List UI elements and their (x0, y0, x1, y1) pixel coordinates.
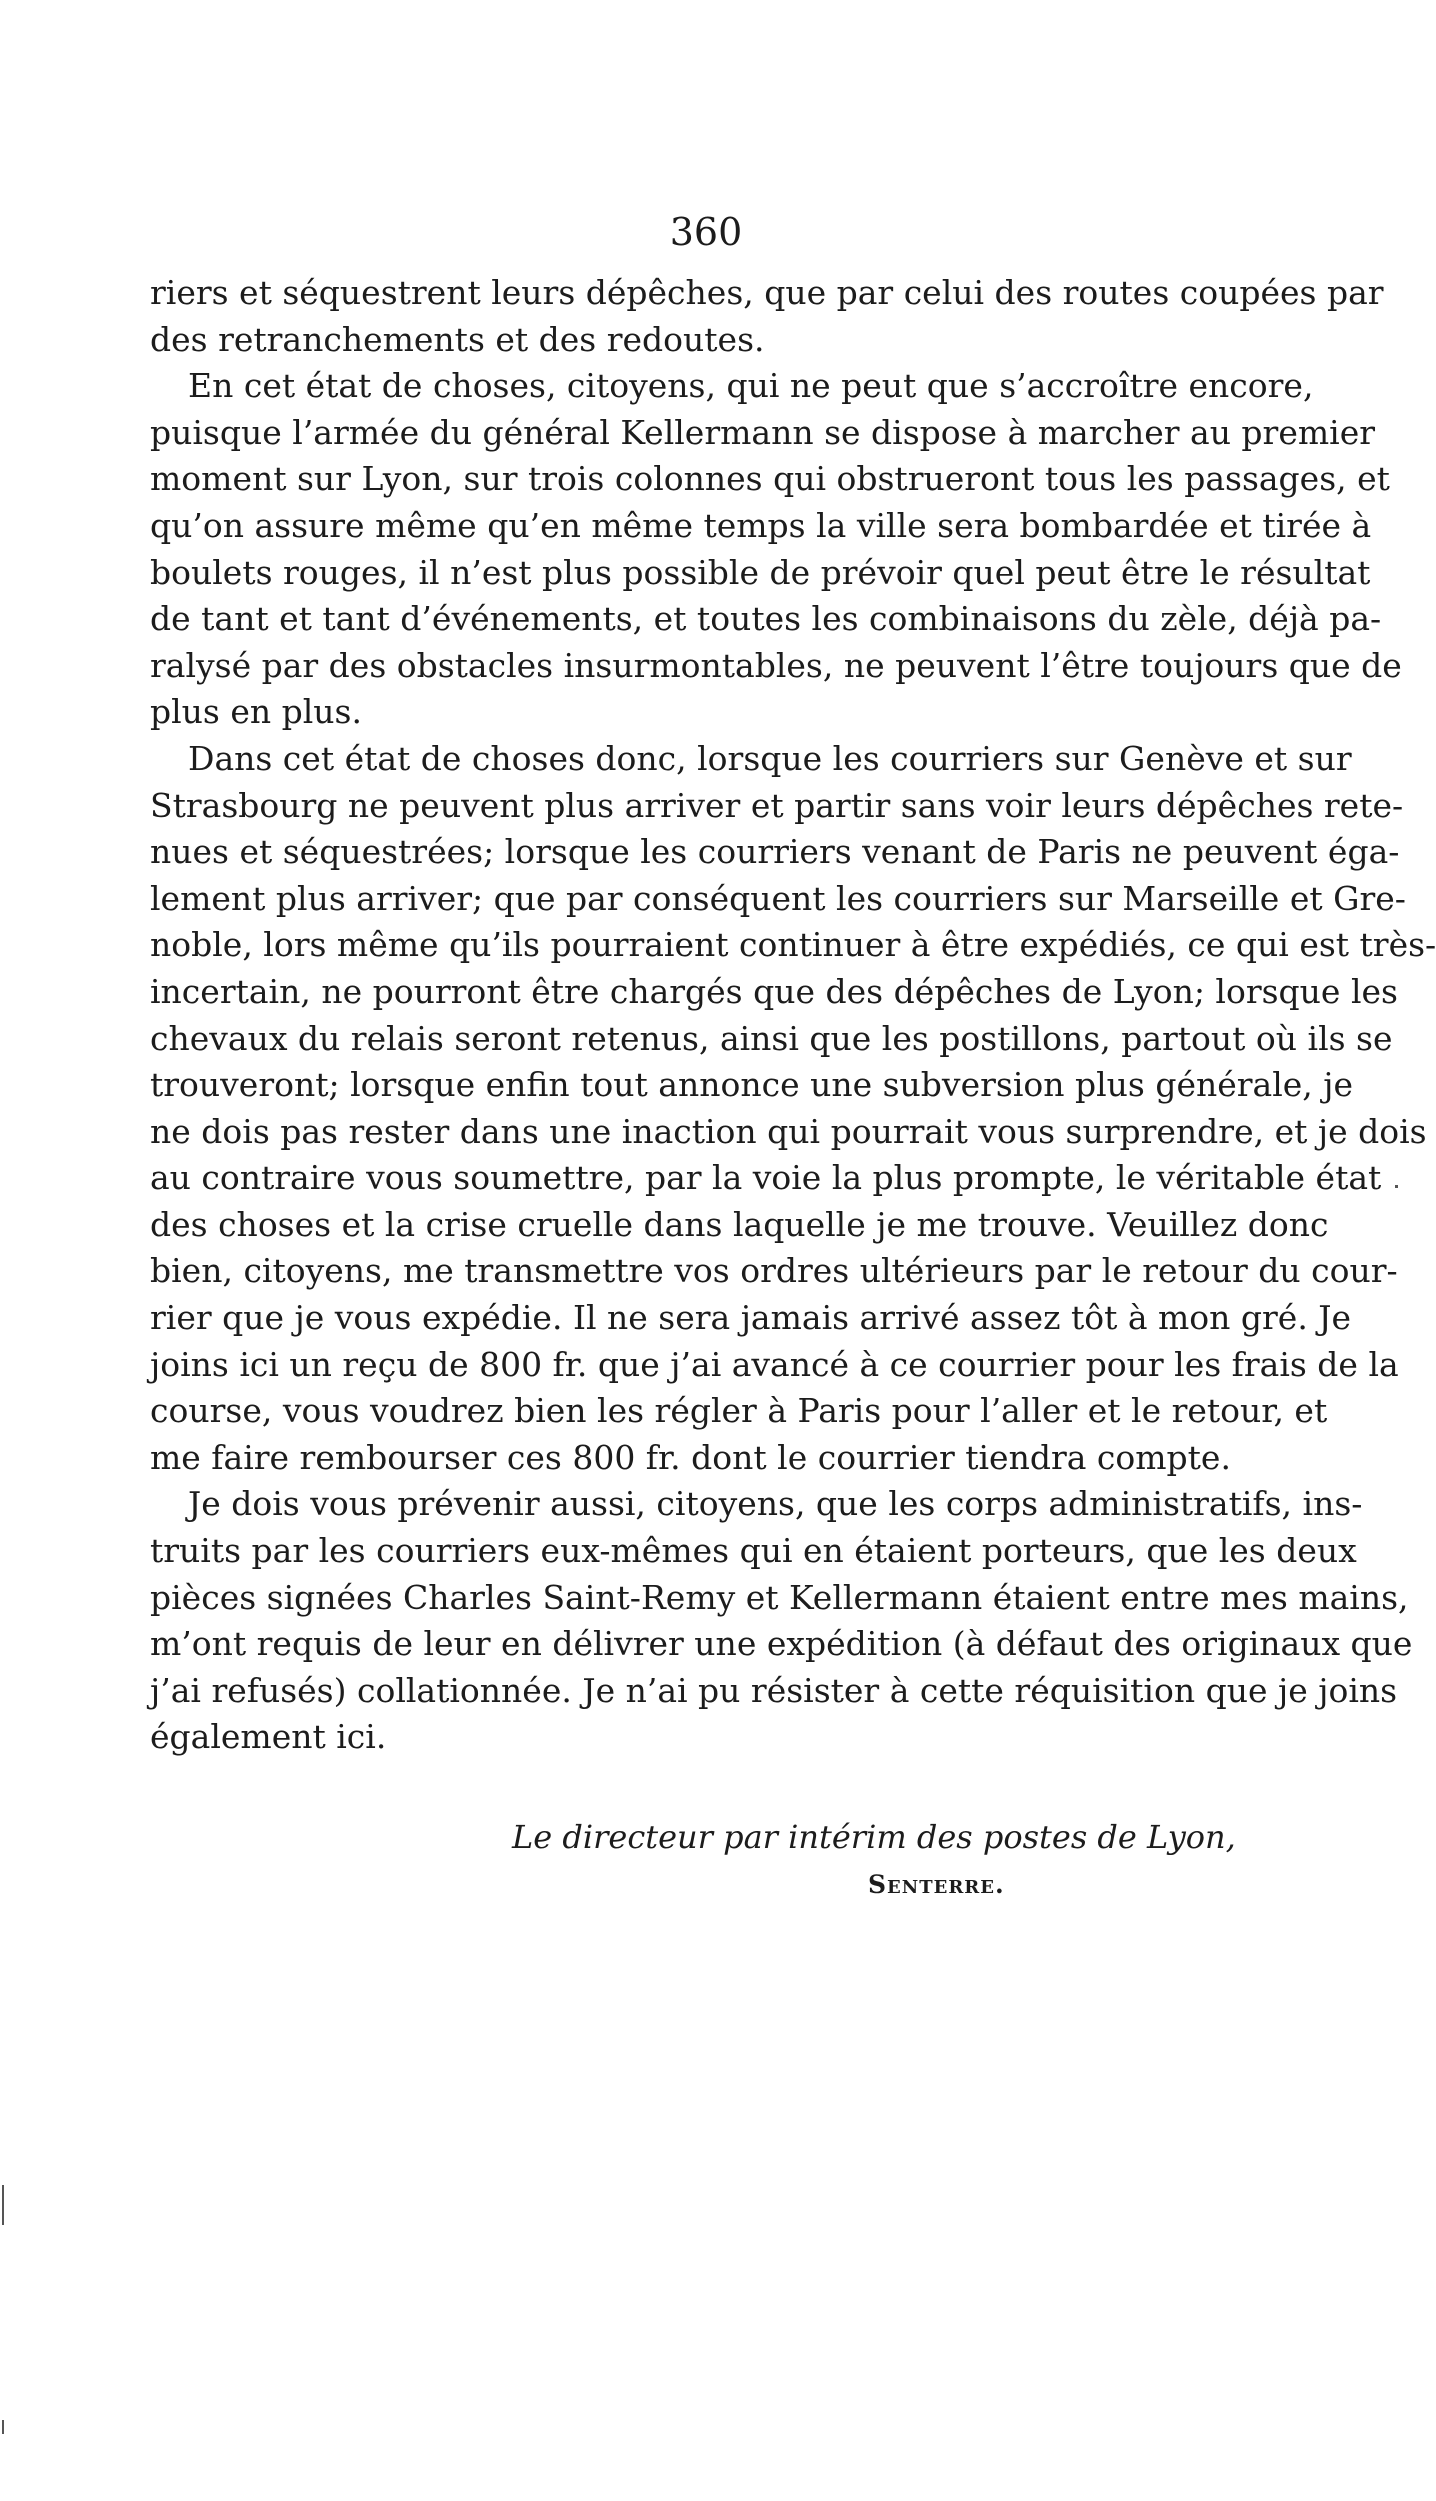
text-line: lement plus arriver; que par conséquent les courriers sur Marseille et Gre- (150, 878, 1406, 918)
text-line: ne dois pas rester dans une inaction qui pourrait vous surprendre, et je dois (150, 1111, 1427, 1151)
body-text (150, 270, 1436, 1761)
text-line: bien, citoyens, me transmettre vos ordres ultérieurs par le retour du cour- (150, 1251, 1398, 1291)
text-line: riers et séquestrent leurs dépêches, que par celui des routes coupées par (150, 273, 1384, 312)
text-line: Dans cet état de choses donc, lorsque les courriers sur Genève et sur (188, 738, 1352, 778)
text-line: puisque l’armée du général Kellermann se dispose à marcher au premier (150, 412, 1376, 452)
text-line: boulets rouges, il n’est plus possible de prévoir quel peut être le résultat (150, 552, 1371, 592)
text-line: moment sur Lyon, sur trois colonnes qui obstrueront tous les passages, et (150, 459, 1390, 499)
text-line: truits par les courriers eux-mêmes qui en étaient porteurs, que les deux (150, 1531, 1357, 1571)
text-line: des choses et la crise cruelle dans laquelle je me trouve. Veuillez donc (150, 1204, 1329, 1244)
text-line: noble, lors même qu’ils pourraient continuer à être expédiés, ce qui est très- (150, 925, 1436, 965)
text-line: joins ici un reçu de 800 fr. que j’ai avancé à ce courrier pour les frais de la (150, 1344, 1399, 1384)
text-line: qu’on assure même qu’en même temps la ville sera bombardée et tirée à (150, 505, 1372, 545)
text-line: également ici. (150, 1717, 387, 1757)
scan-mark (1395, 1185, 1398, 1188)
text-line: me faire rembourser ces 800 fr. dont le courrier tiendra compte. (150, 1437, 1231, 1477)
text-line: nues et séquestrées; lorsque les courriers venant de Paris ne peuvent éga- (150, 832, 1400, 872)
text-line: plus en plus. (150, 692, 362, 732)
text-line: Strasbourg ne peuvent plus arriver et partir sans voir leurs dépêches rete- (150, 785, 1404, 825)
signature-title: Le directeur par intérim des postes de Lyon, (512, 1818, 1236, 1856)
text-line: rier que je vous expédie. Il ne sera jamais arrivé assez tôt à mon gré. Je (150, 1298, 1352, 1338)
text-line: Je dois vous prévenir aussi, citoyens, que les corps administratifs, ins- (188, 1484, 1363, 1524)
text-line: pièces signées Charles Saint-Remy et Kellermann étaient entre mes mains, (150, 1577, 1409, 1617)
text-line: chevaux du relais seront retenus, ainsi que les postillons, partout où ils se (150, 1018, 1393, 1058)
text-line: En cet état de choses, citoyens, qui ne peut que s’accroître encore, (188, 366, 1314, 406)
text-line: course, vous voudrez bien les régler à Paris pour l’aller et le retour, et (150, 1391, 1328, 1431)
text-line: trouveront; lorsque enfin tout annonce une subversion plus générale, je (150, 1065, 1354, 1105)
text-line: de tant et tant d’événements, et toutes les combinaisons du zèle, déjà pa- (150, 599, 1382, 639)
text-line: des retranchements et des redoutes. (150, 319, 765, 359)
scan-mark (2, 2185, 4, 2225)
signer-name: Senterre. (868, 1870, 1005, 1899)
page-number: 360 (669, 210, 743, 254)
text-line: j’ai refusés) collationnée. Je n’ai pu résister à cette réquisition que je joins (150, 1670, 1398, 1710)
text-line: m’ont requis de leur en délivrer une expédition (à défaut des originaux que (150, 1624, 1413, 1664)
text-line: incertain, ne pourront être chargés que des dépêches de Lyon; lorsque les (150, 971, 1398, 1011)
text-line: ralysé par des obstacles insurmontables, ne peuvent l’être toujours que de (150, 645, 1402, 685)
text-line: au contraire vous soumettre, par la voie la plus prompte, le véritable état (150, 1158, 1382, 1198)
scan-mark (2, 2420, 4, 2434)
